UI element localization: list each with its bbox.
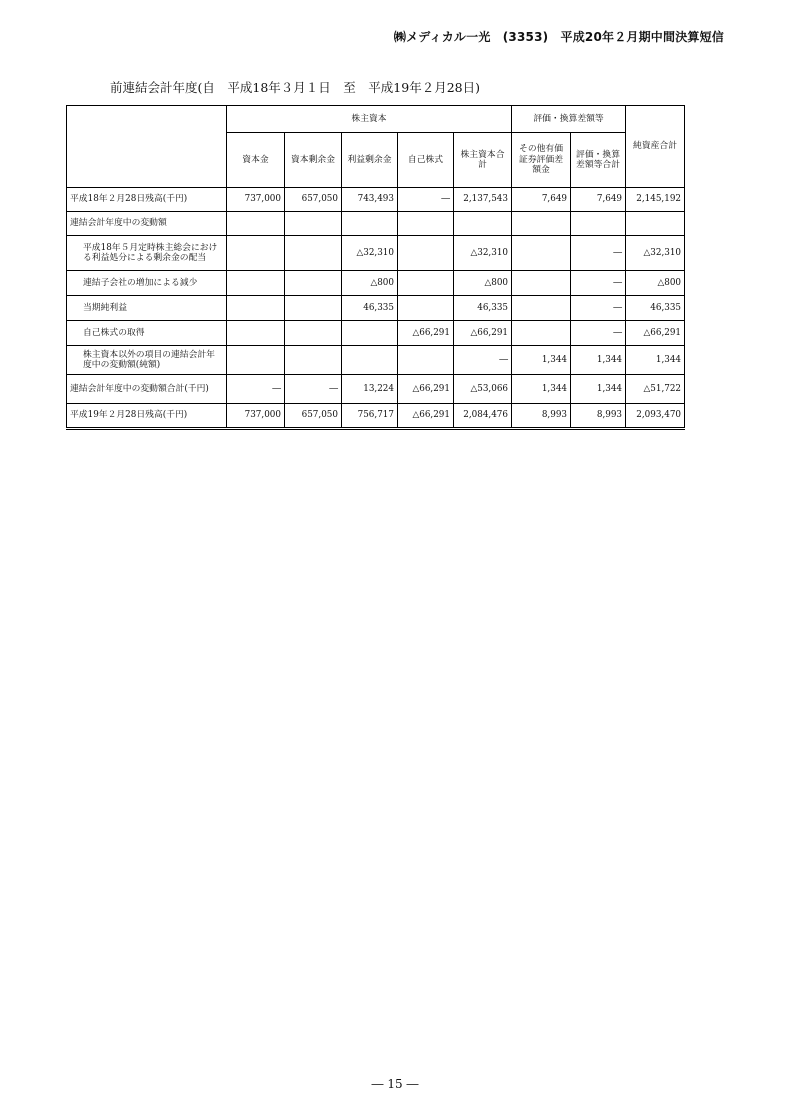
cell-capital-surplus	[285, 212, 342, 236]
cell-retained-earnings	[342, 212, 398, 236]
cell-shareholders-equity-total: △32,310	[454, 236, 512, 271]
cell-valuation-total	[571, 212, 626, 236]
row-label: 連結会計年度中の変動額合計(千円)	[67, 375, 227, 404]
cell-shareholders-equity-total: 2,137,543	[454, 188, 512, 212]
cell-treasury-stock	[398, 296, 454, 321]
cell-securities-valuation: 7,649	[512, 188, 571, 212]
col-header-retained-earnings: 利益剰余金	[342, 133, 398, 188]
cell-valuation-total: ―	[571, 236, 626, 271]
cell-securities-valuation: 1,344	[512, 375, 571, 404]
cell-retained-earnings: 756,717	[342, 404, 398, 429]
table-row	[67, 188, 685, 212]
cell-capital	[227, 271, 285, 296]
cell-capital	[227, 236, 285, 271]
shareholders-equity-group-header: 株主資本	[227, 106, 512, 133]
col-header-capital: 資本金	[227, 133, 285, 188]
table-row	[67, 346, 685, 375]
cell-securities-valuation	[512, 236, 571, 271]
cell-capital-surplus	[285, 271, 342, 296]
cell-capital-surplus	[285, 321, 342, 346]
cell-shareholders-equity-total	[454, 212, 512, 236]
cell-capital	[227, 321, 285, 346]
row-label: 平成18年２月28日残高(千円)	[67, 188, 227, 212]
row-label: 自己株式の取得	[67, 321, 227, 346]
cell-shareholders-equity-total: △800	[454, 271, 512, 296]
col-header-securities-valuation: その他有価証券評価差額金	[512, 133, 571, 188]
valuation-group-header: 評価・換算差額等	[512, 106, 626, 133]
cell-securities-valuation: 1,344	[512, 346, 571, 375]
cell-net-assets-total: 2,145,192	[626, 188, 685, 212]
cell-capital	[227, 212, 285, 236]
cell-retained-earnings: 13,224	[342, 375, 398, 404]
col-header-valuation-total: 評価・換算差額等合計	[571, 133, 626, 188]
row-label: 当期純利益	[67, 296, 227, 321]
row-label: 連結子会社の増加による減少	[67, 271, 227, 296]
col-header-capital-surplus: 資本剰余金	[285, 133, 342, 188]
cell-securities-valuation	[512, 321, 571, 346]
cell-retained-earnings: 743,493	[342, 188, 398, 212]
cell-retained-earnings	[342, 321, 398, 346]
cell-retained-earnings: △32,310	[342, 236, 398, 271]
cell-treasury-stock	[398, 271, 454, 296]
cell-capital: 737,000	[227, 404, 285, 429]
cell-securities-valuation: 8,993	[512, 404, 571, 429]
cell-shareholders-equity-total: 46,335	[454, 296, 512, 321]
cell-capital-surplus	[285, 296, 342, 321]
table-row	[67, 296, 685, 321]
equity-changes-table	[66, 105, 685, 430]
cell-valuation-total: 8,993	[571, 404, 626, 429]
cell-capital-surplus: 657,050	[285, 404, 342, 429]
cell-capital	[227, 346, 285, 375]
cell-treasury-stock	[398, 212, 454, 236]
cell-retained-earnings	[342, 346, 398, 375]
cell-shareholders-equity-total: 2,084,476	[454, 404, 512, 429]
cell-net-assets-total: 1,344	[626, 346, 685, 375]
cell-valuation-total: 1,344	[571, 375, 626, 404]
cell-shareholders-equity-total: △66,291	[454, 321, 512, 346]
cell-valuation-total: 1,344	[571, 346, 626, 375]
section-title: 前連結会計年度(自 平成18年３月１日 至 平成19年２月28日)	[110, 80, 480, 95]
page-number: ― 15 ―	[371, 1077, 419, 1091]
cell-valuation-total: ―	[571, 321, 626, 346]
row-label-header-cell	[67, 106, 227, 188]
cell-capital-surplus: ―	[285, 375, 342, 404]
net-assets-total-header: 純資産合計	[626, 106, 685, 188]
cell-capital-surplus: 657,050	[285, 188, 342, 212]
table-row	[67, 236, 685, 271]
cell-net-assets-total: △66,291	[626, 321, 685, 346]
cell-shareholders-equity-total: ―	[454, 346, 512, 375]
cell-valuation-total: ―	[571, 296, 626, 321]
cell-net-assets-total: △32,310	[626, 236, 685, 271]
cell-capital-surplus	[285, 346, 342, 375]
cell-treasury-stock	[398, 346, 454, 375]
row-label: 平成18年５月定時株主総会における利益処分による剰余金の配当	[67, 236, 227, 271]
cell-shareholders-equity-total: △53,066	[454, 375, 512, 404]
table-row	[67, 375, 685, 404]
cell-treasury-stock: △66,291	[398, 404, 454, 429]
cell-securities-valuation	[512, 212, 571, 236]
cell-securities-valuation	[512, 296, 571, 321]
document-header: ㈱メディカル一光 (3353) 平成20年２月期中間決算短信	[393, 30, 724, 44]
cell-treasury-stock	[398, 236, 454, 271]
cell-valuation-total: 7,649	[571, 188, 626, 212]
cell-valuation-total: ―	[571, 271, 626, 296]
cell-treasury-stock: ―	[398, 188, 454, 212]
table-row	[67, 321, 685, 346]
cell-retained-earnings: 46,335	[342, 296, 398, 321]
cell-net-assets-total: 46,335	[626, 296, 685, 321]
row-label: 株主資本以外の項目の連結会計年度中の変動額(純額)	[67, 346, 227, 375]
row-label: 連結会計年度中の変動額	[67, 212, 227, 236]
table-row	[67, 404, 685, 429]
cell-treasury-stock: △66,291	[398, 321, 454, 346]
cell-retained-earnings: △800	[342, 271, 398, 296]
cell-net-assets-total: △51,722	[626, 375, 685, 404]
cell-net-assets-total	[626, 212, 685, 236]
table-row	[67, 212, 685, 236]
cell-treasury-stock: △66,291	[398, 375, 454, 404]
cell-securities-valuation	[512, 271, 571, 296]
cell-capital: ―	[227, 375, 285, 404]
table-row	[67, 271, 685, 296]
cell-capital: 737,000	[227, 188, 285, 212]
col-header-treasury-stock: 自己株式	[398, 133, 454, 188]
cell-net-assets-total: 2,093,470	[626, 404, 685, 429]
cell-net-assets-total: △800	[626, 271, 685, 296]
cell-capital	[227, 296, 285, 321]
col-header-shareholders-equity-total: 株主資本合計	[454, 133, 512, 188]
cell-capital-surplus	[285, 236, 342, 271]
row-label: 平成19年２月28日残高(千円)	[67, 404, 227, 429]
